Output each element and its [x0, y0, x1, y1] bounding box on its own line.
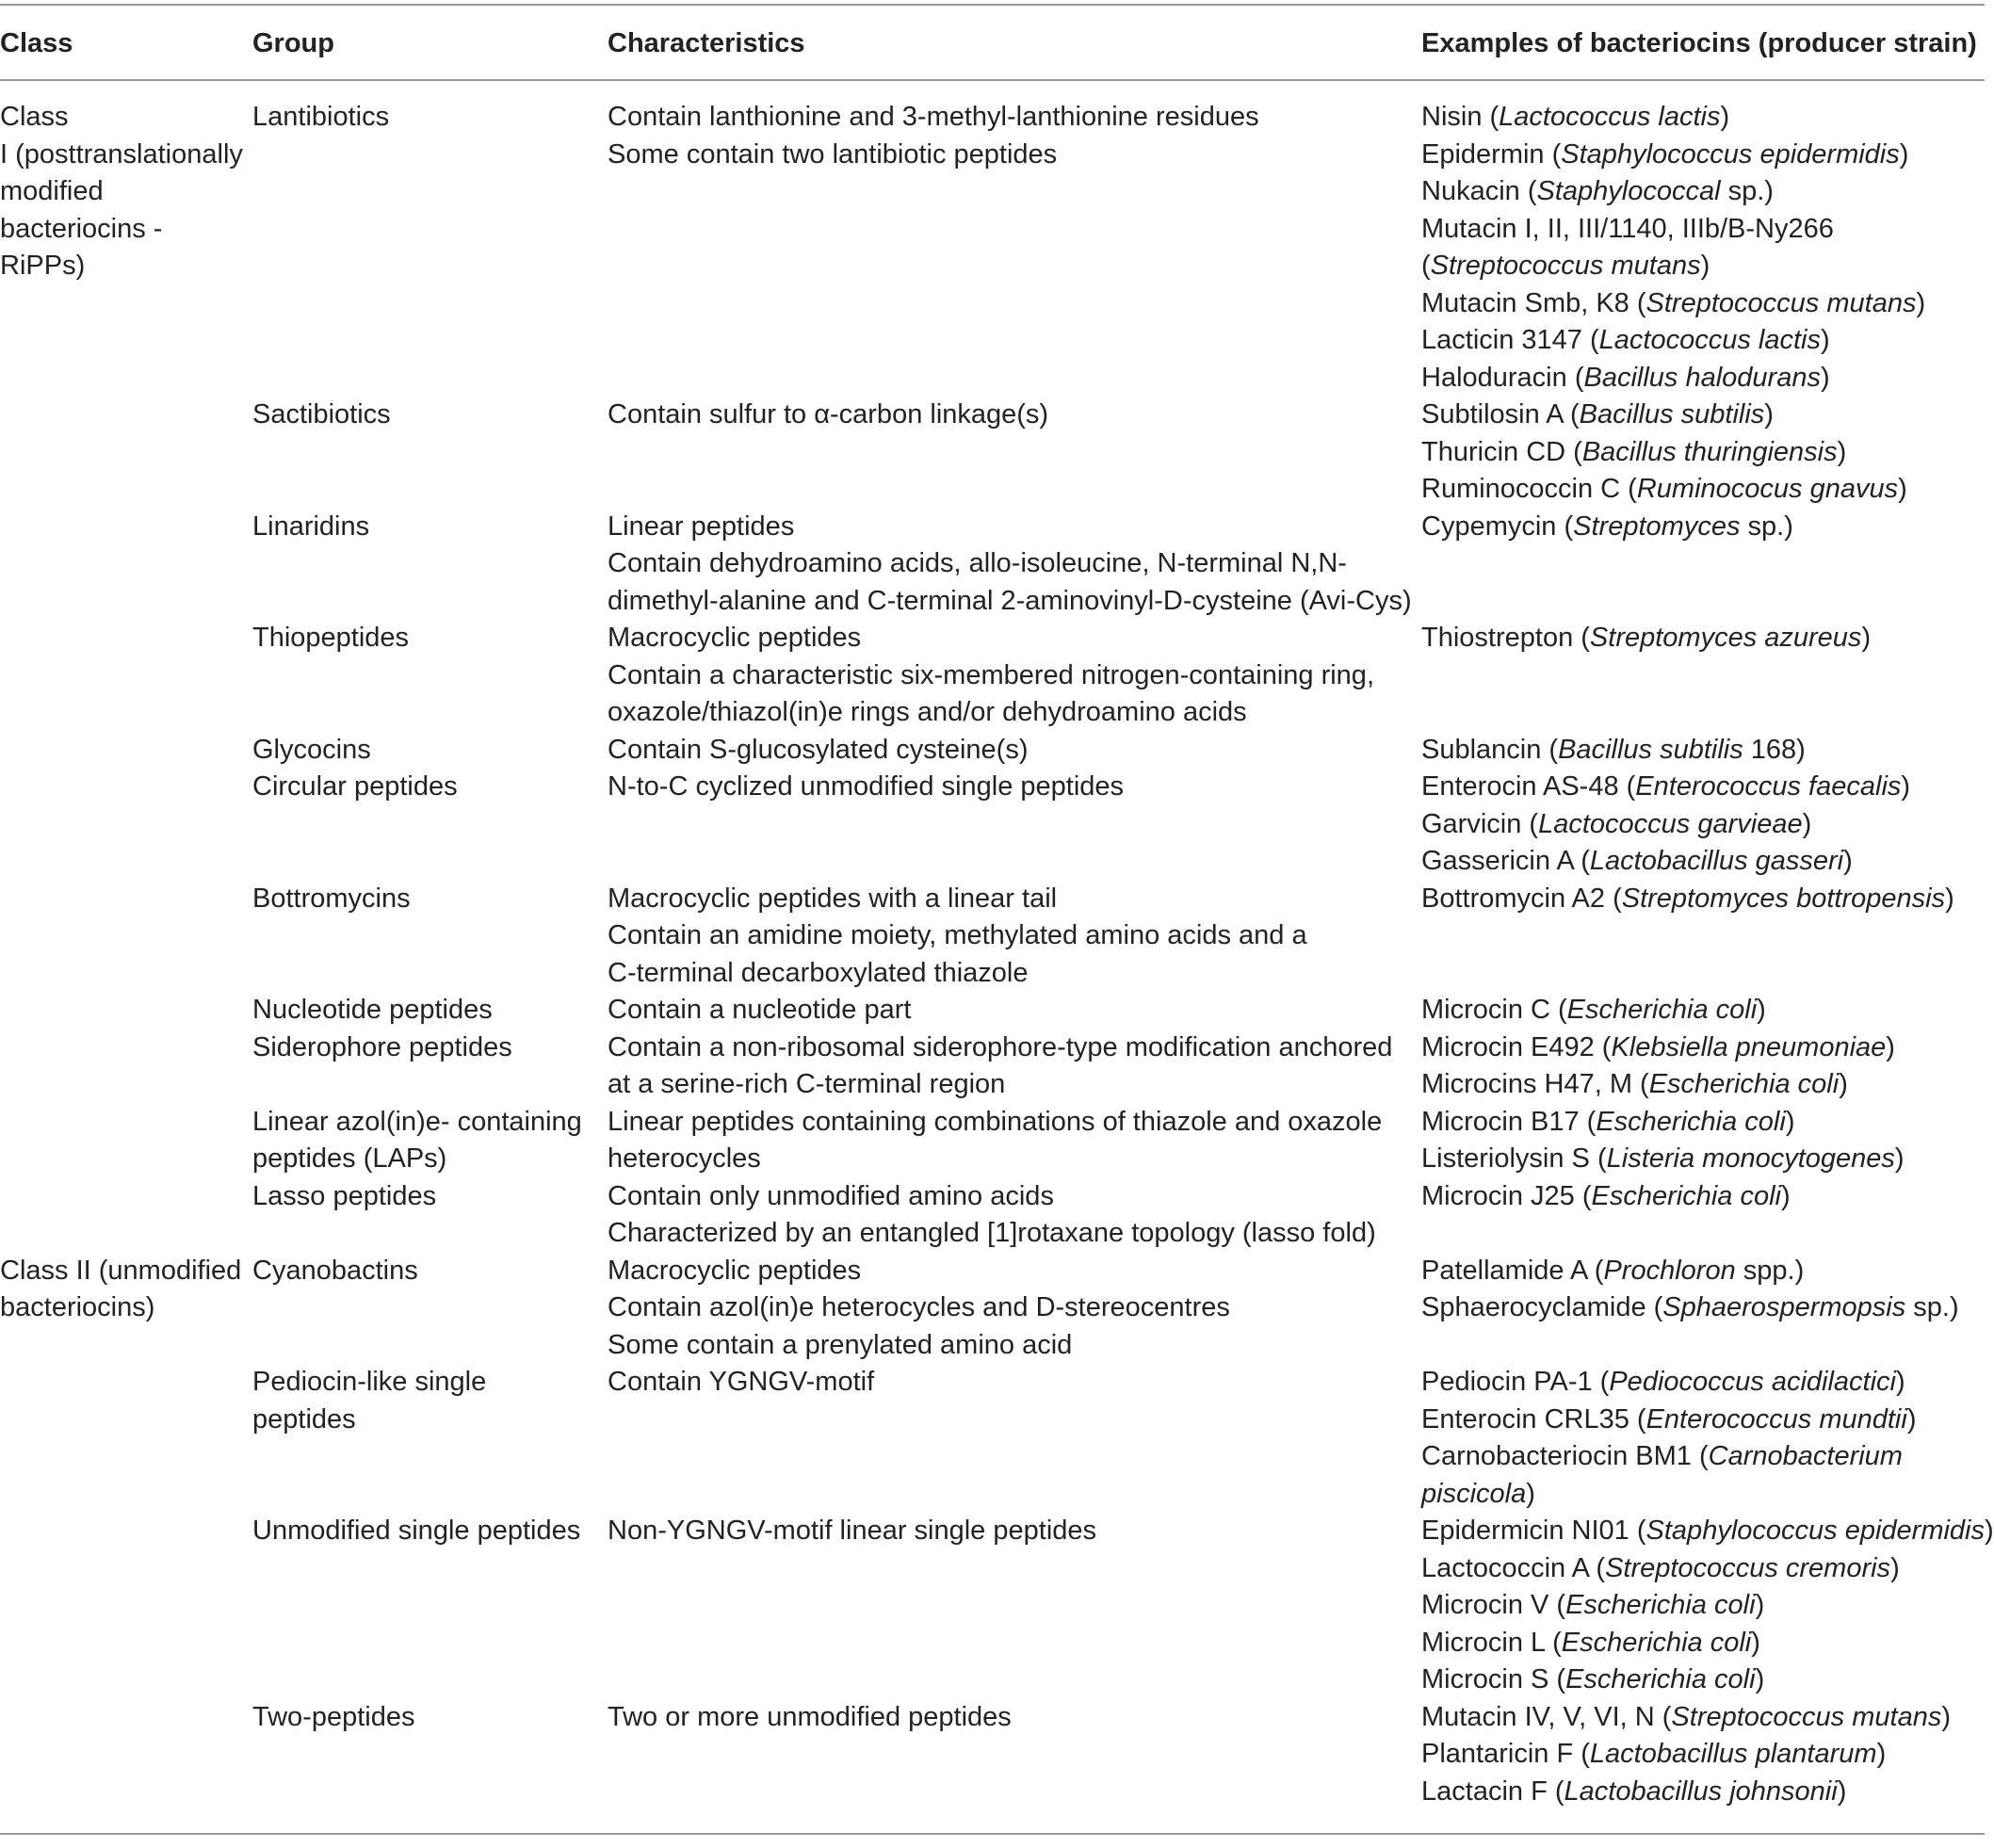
example-line: [1421, 620, 1871, 657]
cell-line: bacteriocins -: [0, 213, 163, 244]
group-cell: [252, 1178, 436, 1216]
example-line: [1421, 397, 1907, 434]
cell-line: dimethyl-alanine and C-terminal 2-aminovinyl-D-cysteine (Avi-Cys): [608, 585, 1412, 616]
characteristics-cell: [608, 99, 1259, 173]
producer-strain: Lactobacillus johnsonii: [1564, 1775, 1838, 1807]
example-text: Carnobacteriocin BM1 (: [1421, 1441, 1709, 1471]
example-text: ): [1941, 1701, 1952, 1732]
example-text: ): [1785, 1106, 1795, 1137]
example-text: Thuricin CD (: [1421, 436, 1582, 467]
producer-strain: Streptomyces bottropensis: [1621, 883, 1946, 914]
examples-cell: [1421, 992, 1766, 1029]
example-line: [1421, 1289, 1959, 1327]
example-line: [1421, 992, 1766, 1029]
examples-cell: [1421, 509, 1793, 546]
example-text: Haloduracin (: [1421, 362, 1584, 393]
characteristics-cell: [608, 732, 1028, 770]
cell-line: Linear azol(in)e- containing: [252, 1106, 582, 1137]
producer-strain: Lactococcus garvieae: [1538, 808, 1803, 839]
example-text: ): [1526, 1478, 1535, 1509]
producer-strain: Streptococcus mutans: [1671, 1701, 1942, 1732]
example-text: Epidermicin NI01 (: [1421, 1516, 1646, 1546]
examples-cell: [1421, 732, 1806, 770]
example-text: sp.): [1905, 1292, 1959, 1322]
producer-strain: Sphaerospermopsis: [1662, 1292, 1906, 1322]
producer-strain: Escherichia coli: [1566, 995, 1758, 1025]
example-text: ): [1916, 287, 1926, 318]
example-text: ): [1755, 1590, 1765, 1620]
group-cell: [252, 992, 493, 1029]
cell-line: Two-peptides: [252, 1701, 415, 1732]
producer-strain: Escherichia coli: [1565, 1590, 1756, 1620]
table-top-rule: [0, 4, 1985, 6]
characteristics-cell: [608, 1513, 1096, 1550]
example-line: [1421, 1104, 1905, 1142]
example-line: [1421, 1253, 1959, 1290]
example-text: Microcin V (: [1421, 1590, 1566, 1620]
example-line: [1421, 1141, 1905, 1178]
producer-strain: Lactobacillus plantarum: [1589, 1739, 1877, 1769]
examples-cell: [1421, 1513, 1994, 1699]
group-cell: [252, 1513, 580, 1550]
group-cell: [252, 1253, 418, 1290]
cell-line: Two or more unmodified peptides: [608, 1701, 1012, 1732]
cell-line: Lantibiotics: [252, 102, 390, 132]
characteristics-cell: [608, 992, 911, 1029]
example-text: ): [1876, 1739, 1887, 1769]
example-line: [1421, 1029, 1895, 1067]
example-line: [1421, 1550, 1994, 1588]
producer-strain: Carnobacterium: [1708, 1441, 1903, 1471]
example-line: [1421, 1625, 1994, 1662]
example-text: ): [1820, 325, 1830, 355]
example-text: ): [1755, 1664, 1765, 1694]
cell-line: Non-YGNGV-motif linear single peptides: [608, 1516, 1097, 1546]
producer-strain: Enterococcus faecalis: [1635, 771, 1902, 802]
producer-strain: Lactobacillus gasseri: [1589, 846, 1844, 876]
producer-strain: Staphylococcal: [1536, 176, 1721, 206]
example-text: ): [1896, 1367, 1905, 1397]
example-text: Sublancin (: [1421, 734, 1559, 765]
cell-line: Class: [0, 102, 69, 132]
example-text: Bottromycin A2 (: [1421, 883, 1622, 914]
example-text: Plantaricin F (: [1421, 1739, 1590, 1769]
example-text: Gassericin A (: [1421, 846, 1590, 876]
example-line: [1421, 360, 1925, 397]
cell-line: Bottromycins: [252, 883, 411, 914]
producer-strain: Bacillus thuringiensis: [1581, 436, 1838, 467]
cell-line: Glycocins: [252, 734, 371, 765]
example-line: [1421, 1774, 1951, 1811]
example-text: Microcin E492 (: [1421, 1031, 1612, 1062]
producer-strain: Pediococcus acidilactici: [1609, 1367, 1896, 1397]
cell-line: Class II (unmodified: [0, 1255, 242, 1286]
examples-cell: [1421, 769, 1910, 881]
example-line: [1421, 1364, 1916, 1402]
characteristics-cell: [608, 1253, 1230, 1365]
group-cell: [252, 769, 458, 806]
examples-cell: [1421, 397, 1907, 509]
example-line: [1421, 1662, 1994, 1699]
producer-strain: Lactococcus lactis: [1499, 102, 1721, 132]
example-line: [1421, 1513, 1994, 1550]
example-line: [1421, 211, 1925, 249]
characteristics-cell: [608, 769, 1124, 806]
example-text: 168): [1743, 734, 1806, 765]
example-text: Microcin L (: [1421, 1627, 1562, 1658]
example-text: ): [1780, 1180, 1791, 1211]
characteristics-cell: [608, 509, 1412, 621]
cell-line: Contain a nucleotide part: [608, 995, 912, 1025]
cell-line: Pediocin-like single: [252, 1367, 487, 1397]
class-cell: [0, 99, 243, 285]
cell-line: Cyanobactins: [252, 1255, 418, 1286]
example-text: Patellamide A (: [1421, 1255, 1604, 1286]
examples-cell: [1421, 1253, 1959, 1327]
cell-line: Characterized by an entangled [1]rotaxane topology (lasso fold): [608, 1218, 1376, 1248]
header-rule: [0, 79, 1985, 81]
producer-strain: Bacillus halodurans: [1583, 362, 1821, 393]
example-text: ): [1720, 102, 1730, 132]
example-text: Microcin C (: [1421, 995, 1567, 1025]
example-text: ): [1820, 362, 1830, 393]
cell-line: Contain YGNGV-motif: [608, 1367, 875, 1397]
examples-cell: [1421, 1364, 1916, 1513]
producer-strain: Ruminococus gnavus: [1636, 474, 1899, 504]
producer-strain: Staphylococcus epidermidis: [1645, 1516, 1985, 1546]
example-line: [1421, 434, 1907, 472]
example-line: [1421, 732, 1806, 770]
producer-strain: Streptococcus cremoris: [1605, 1552, 1891, 1583]
producer-strain: piscicola: [1421, 1478, 1527, 1509]
example-text: Lactococcin A (: [1421, 1552, 1606, 1583]
table-bottom-rule: [0, 1833, 1985, 1835]
cell-line: Macrocyclic peptides: [608, 623, 862, 653]
example-line: [1421, 1587, 1994, 1625]
example-text: ): [1945, 883, 1954, 914]
example-text: ): [1890, 1552, 1900, 1583]
example-text: ): [1899, 138, 1909, 170]
example-text: Microcins H47, M (: [1421, 1069, 1649, 1099]
example-text: Cypemycin (: [1421, 511, 1574, 542]
cell-line: Contain a characteristic six-membered nitrogen-containing ring,: [608, 659, 1374, 690]
example-text: Listeriolysin S (: [1421, 1143, 1607, 1174]
cell-line: Contain lanthionine and 3-methyl-lanthionine residues: [608, 102, 1259, 132]
producer-strain: Prochloron: [1603, 1255, 1736, 1286]
example-text: Enterocin AS-48 (: [1421, 771, 1636, 802]
example-line: [1421, 509, 1793, 546]
cell-line: Macrocyclic peptides: [608, 1255, 862, 1286]
cell-line: Contain only unmodified amino acids: [608, 1180, 1054, 1211]
example-line: [1421, 1438, 1916, 1476]
producer-strain: Escherichia coli: [1565, 1664, 1756, 1694]
producer-strain: Escherichia coli: [1596, 1106, 1786, 1137]
producer-strain: Bacillus subtilis: [1579, 399, 1765, 430]
example-text: ): [1751, 1627, 1760, 1658]
example-line: [1421, 99, 1925, 137]
producer-strain: Enterococcus mundtii: [1645, 1403, 1907, 1435]
producer-strain: Escherichia coli: [1591, 1180, 1781, 1211]
cell-line: Unmodified single peptides: [252, 1516, 581, 1546]
example-text: Mutacin IV, V, VI, N (: [1421, 1701, 1672, 1732]
example-text: ): [1837, 436, 1847, 467]
example-text: Mutacin Smb, K8 (: [1421, 287, 1646, 318]
header-characteristics: Characteristics: [608, 28, 805, 58]
example-text: ): [1757, 995, 1766, 1025]
example-text: Thiostrepton (: [1421, 623, 1590, 653]
producer-strain: Escherichia coli: [1561, 1627, 1752, 1658]
example-line: [1421, 1736, 1951, 1774]
cell-line: Nucleotide peptides: [252, 995, 493, 1025]
example-text: Ruminococcin C (: [1421, 474, 1637, 504]
example-line: [1421, 137, 1925, 174]
cell-line: Some contain two lantibiotic peptides: [608, 138, 1058, 170]
cell-line: Macrocyclic peptides with a linear tail: [608, 883, 1058, 914]
group-cell: [252, 99, 389, 137]
example-line: [1421, 843, 1910, 881]
example-text: ): [1839, 1069, 1848, 1099]
example-line: [1421, 173, 1925, 211]
examples-cell: [1421, 1178, 1791, 1216]
example-text: ): [1700, 251, 1710, 281]
example-text: Microcin J25 (: [1421, 1180, 1592, 1211]
group-cell: [252, 1364, 486, 1438]
examples-cell: [1421, 1699, 1951, 1811]
cell-line: Contain a non-ribosomal siderophore-type modification anchored: [608, 1031, 1393, 1062]
cell-line: Linaridins: [252, 511, 370, 542]
cell-line: Thiopeptides: [252, 623, 410, 653]
example-text: Sphaerocyclamide (: [1421, 1292, 1663, 1322]
example-line: [1421, 471, 1907, 509]
cell-line: Some contain a prenylated amino acid: [608, 1329, 1073, 1360]
examples-cell: [1421, 1104, 1905, 1178]
producer-strain: Streptococcus mutans: [1430, 251, 1701, 281]
cell-line: Linear peptides: [608, 511, 795, 542]
example-text: Nukacin (: [1421, 176, 1537, 206]
header-class: Class: [0, 28, 73, 58]
producer-strain: Lactococcus lactis: [1598, 325, 1821, 355]
cell-line: at a serine-rich C-terminal region: [608, 1069, 1006, 1099]
producer-strain: Listeria monocytogenes: [1606, 1143, 1895, 1174]
characteristics-cell: [608, 620, 1374, 732]
cell-line: Lasso peptides: [252, 1180, 437, 1211]
example-text: ): [1843, 846, 1853, 876]
example-text: spp.): [1735, 1255, 1805, 1286]
example-text: ): [1901, 771, 1911, 802]
characteristics-cell: [608, 397, 1048, 434]
producer-strain: Escherichia coli: [1648, 1069, 1840, 1099]
example-text: Epidermin (: [1421, 138, 1562, 170]
class-cell: [0, 1253, 241, 1327]
example-text: Enterocin CRL35 (: [1421, 1403, 1646, 1435]
example-line: [1421, 881, 1954, 918]
example-text: Lacticin 3147 (: [1421, 325, 1599, 355]
cell-line: peptides (LAPs): [252, 1143, 447, 1174]
example-text: ): [1764, 399, 1774, 430]
examples-cell: [1421, 881, 1954, 918]
cell-line: C-terminal decarboxylated thiazole: [608, 957, 1029, 988]
cell-line: Contain an amidine moiety, methylated amino acids and a: [608, 920, 1307, 950]
cell-line: modified: [0, 176, 104, 206]
cell-line: Linear peptides containing combinations of thiazole and oxazole: [608, 1106, 1383, 1137]
characteristics-cell: [608, 1178, 1376, 1253]
group-cell: [252, 397, 391, 434]
characteristics-cell: [608, 881, 1307, 993]
examples-cell: [1421, 1029, 1895, 1104]
cell-line: Siderophore peptides: [252, 1031, 512, 1062]
example-line: [1421, 806, 1910, 844]
cell-line: RiPPs): [0, 251, 86, 281]
example-text: ): [1898, 474, 1907, 504]
example-text: ): [1802, 808, 1812, 839]
example-text: Mutacin I, II, III/1140, IIIb/B-Ny266: [1421, 213, 1834, 244]
example-line: [1421, 248, 1925, 285]
example-text: ): [1861, 623, 1872, 653]
example-line: [1421, 1066, 1895, 1104]
producer-strain: Staphylococcus epidermidis: [1561, 138, 1900, 170]
group-cell: [252, 620, 409, 657]
producer-strain: Streptomyces azureus: [1589, 623, 1862, 653]
cell-line: Contain dehydroamino acids, allo-isoleucine, N-terminal N,N-: [608, 548, 1347, 578]
characteristics-cell: [608, 1029, 1392, 1104]
example-text: ): [1894, 1143, 1905, 1174]
example-text: ): [1985, 1516, 1994, 1546]
producer-strain: Streptomyces: [1573, 511, 1741, 542]
example-text: Microcin B17 (: [1421, 1106, 1597, 1137]
cell-line: N-to-C cyclized unmodified single peptides: [608, 771, 1125, 802]
producer-strain: Streptococcus mutans: [1645, 287, 1917, 318]
example-text: Garvicin (: [1421, 808, 1539, 839]
example-line: [1421, 285, 1925, 323]
characteristics-cell: [608, 1364, 874, 1402]
cell-line: Contain azol(in)e heterocycles and D-stereocentres: [608, 1292, 1230, 1322]
example-text: Pediocin PA-1 (: [1421, 1367, 1610, 1397]
group-cell: [252, 1699, 415, 1737]
cell-line: Contain S-glucosylated cysteine(s): [608, 734, 1029, 765]
example-text: ): [1886, 1031, 1895, 1062]
characteristics-cell: [608, 1104, 1382, 1178]
header-group: Group: [252, 28, 334, 58]
group-cell: [252, 732, 371, 770]
example-text: ): [1906, 1403, 1917, 1435]
group-cell: [252, 1029, 512, 1067]
cell-line: Circular peptides: [252, 771, 458, 802]
example-text: sp.): [1740, 511, 1793, 542]
cell-line: I (posttranslationally: [0, 138, 243, 170]
cell-line: heterocycles: [608, 1143, 761, 1174]
group-cell: [252, 881, 411, 918]
examples-cell: [1421, 99, 1925, 397]
header-examples: Examples of bacteriocins (producer strain): [1421, 28, 1977, 58]
cell-line: bacteriocins): [0, 1292, 155, 1322]
example-line: [1421, 769, 1910, 806]
example-text: ): [1837, 1775, 1847, 1807]
example-text: sp.): [1720, 176, 1774, 206]
example-line: [1421, 1699, 1951, 1737]
cell-line: oxazole/thiazol(in)e rings and/or dehydroamino acids: [608, 697, 1247, 727]
example-text: (: [1421, 251, 1431, 281]
example-line: [1421, 1402, 1916, 1439]
cell-line: Sactibiotics: [252, 399, 391, 430]
cell-line: Contain sulfur to α-carbon linkage(s): [608, 399, 1049, 430]
characteristics-cell: [608, 1699, 1012, 1737]
group-cell: [252, 1104, 582, 1178]
example-text: Lactacin F (: [1421, 1775, 1564, 1807]
example-line: [1421, 1178, 1791, 1216]
example-text: Subtilosin A (: [1421, 399, 1580, 430]
example-text: Microcin S (: [1421, 1664, 1566, 1694]
example-line: [1421, 1476, 1916, 1514]
example-text: Nisin (: [1421, 102, 1500, 132]
group-cell: [252, 509, 369, 546]
example-line: [1421, 322, 1925, 360]
producer-strain: Klebsiella pneumoniae: [1611, 1031, 1887, 1062]
cell-line: peptides: [252, 1403, 356, 1435]
producer-strain: Bacillus subtilis: [1558, 734, 1743, 765]
examples-cell: [1421, 620, 1871, 657]
